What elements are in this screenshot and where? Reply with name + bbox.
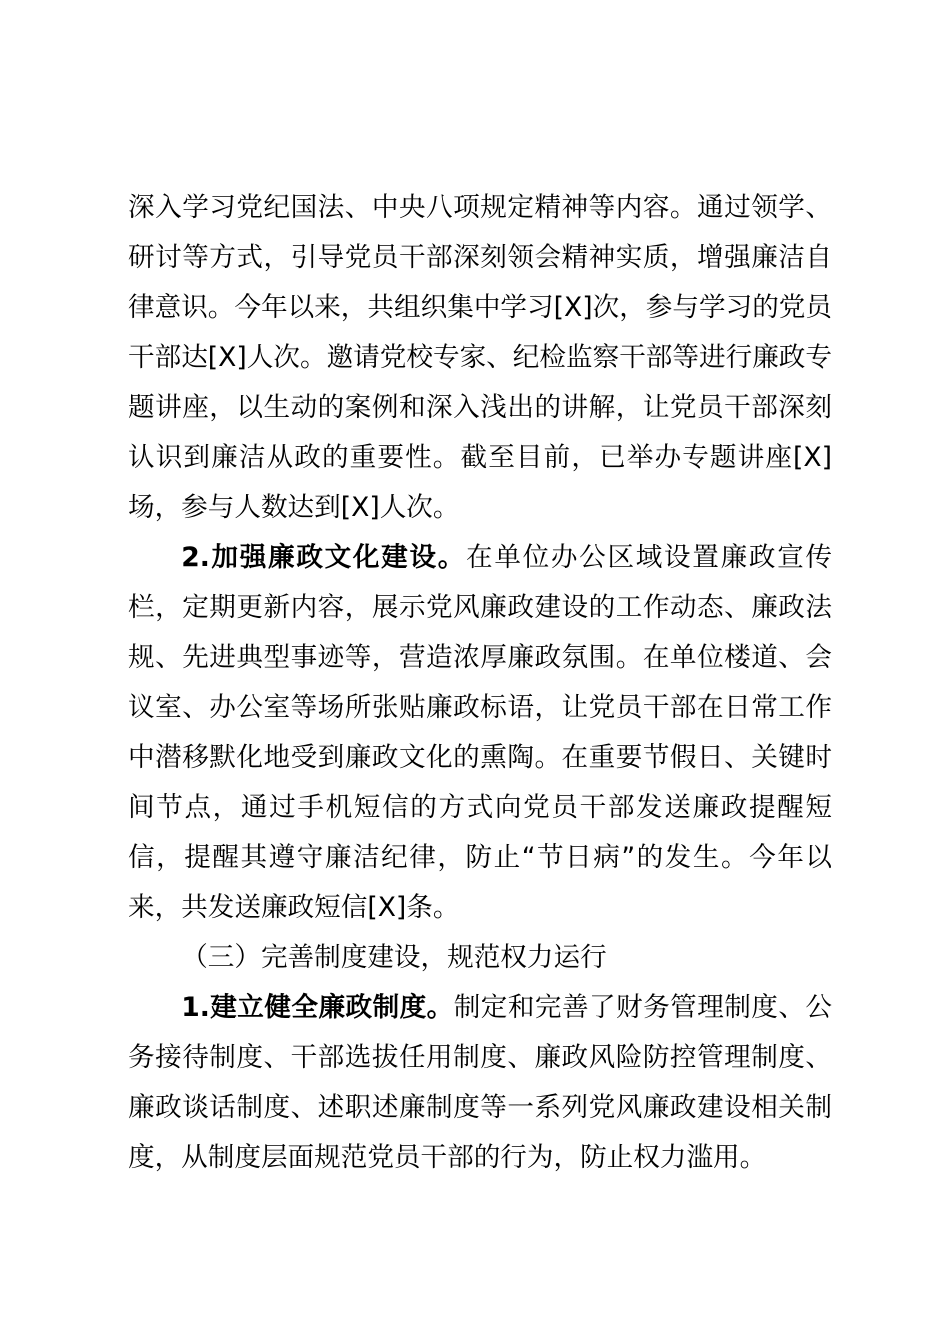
- section-heading-text: （三）完善制度建设，规范权力运行: [181, 942, 607, 973]
- paragraph-text: 制定和完善了财务管理制度、公务接待制度、干部选拔任用制度、廉政风险防控管理制度、廉政谈话制度、述职述廉制度等一系列党风廉政建设相关制度，从制度层面规范党员干部的行为，防止权力滥用。: [128, 992, 833, 1173]
- section-heading: [128, 933, 832, 983]
- paragraph-text: 深入学习党纪国法、中央八项规定精神等内容。通过领学、研讨等方式，引导党员干部深刻领会精神实质，增强廉洁自律意识。今年以来，共组织集中学习[X]次，参与学习的党员干部达[X]人次。邀请党校专家、纪检监察干部等进行廉政专题讲座，以生动的案例和深入浅出的讲解，让党员干部深刻认识到廉洁从政的重要性。截至目前，已举办专题讲座[X]场，参与人数达到[X]人次。: [128, 192, 832, 523]
- item-heading: 2.加强廉政文化建设。: [181, 542, 467, 573]
- paragraph-text: 在单位办公区域设置廉政宣传栏，定期更新内容，展示党风廉政建设的工作动态、廉政法规、先进典型事迹等，营造浓厚廉政氛围。在单位楼道、会议室、办公室等场所张贴廉政标语，让党员干部在日常工作中潜移默化地受到廉政文化的熏陶。在重要节假日、关键时间节点，通过手机短信的方式向党员干部发送廉政提醒短信，提醒其遵守廉洁纪律，防止“节日病”的发生。今年以来，共发送廉政短信[X]条。: [128, 542, 833, 923]
- item-heading: 1.建立健全廉政制度。: [181, 992, 454, 1023]
- document-body: [128, 183, 832, 1183]
- paragraph-culture-building: [128, 533, 832, 933]
- paragraph-system-building: [128, 983, 832, 1183]
- paragraph-study-continuation: [128, 183, 832, 533]
